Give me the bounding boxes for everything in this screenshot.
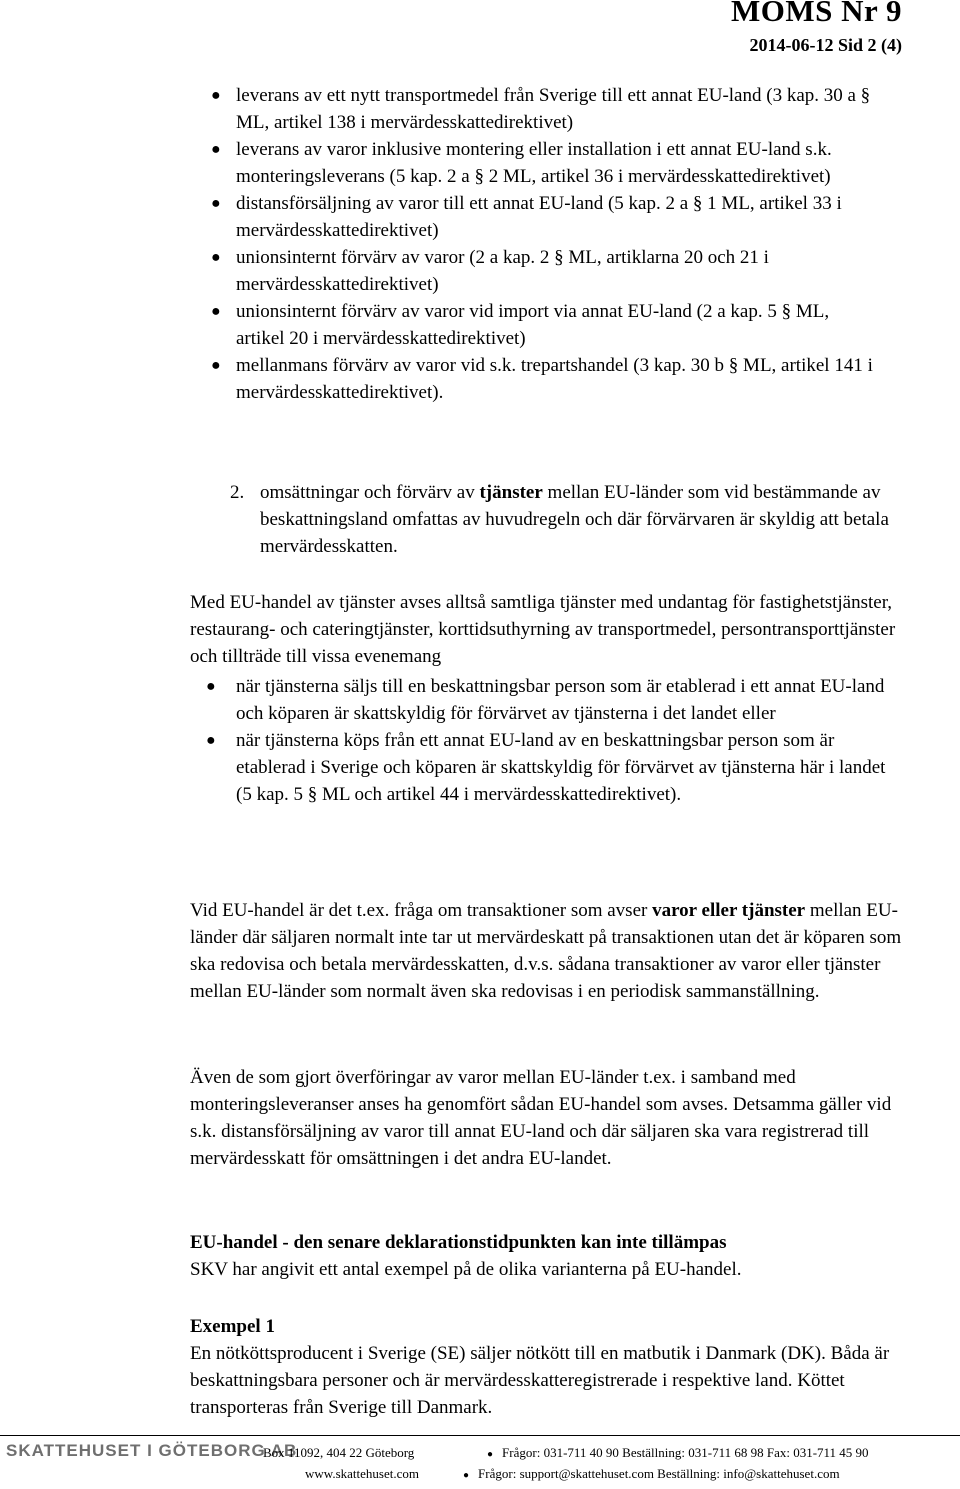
document-title: MOMS Nr 9 xyxy=(731,0,902,28)
bullet-icon: ● xyxy=(211,357,221,374)
list-item: ● unionsinternt förvärv av varor vid import via annat EU-land (2 a kap. 5 § ML, artikel 20 i mervärdesskattedirektivet) xyxy=(236,298,876,352)
list-item: ● leverans av varor inklusive montering eller installation i ett annat EU-land s.k. monteringsleverans (5 kap. 2 a § 2 ML, artikel 36 i mervärdesskattedirektivet) xyxy=(236,136,876,190)
item-number: 2. xyxy=(230,482,245,503)
bullet-icon: ● xyxy=(206,678,216,695)
list-item: ● mellanmans förvärv av varor vid s.k. trepartshandel (3 kap. 30 b § ML, artikel 141 i mervärdesskattedirektivet). xyxy=(236,352,876,406)
list-item: ● när tjänsterna köps från ett annat EU-land av en beskattningsbar person som är etablerad i Sverige och köparen är skattskyldig för förvärvet av tjänsterna här i landet (5 kap. 5 § ML och artikel 44 i mervärdesskattedirektivet). xyxy=(236,727,901,808)
bullet-icon: ● xyxy=(206,732,216,749)
example-1 xyxy=(190,1313,910,1421)
company-logo: SKATTEHUSET I GÖTEBORG AB xyxy=(6,1441,298,1460)
footer-address: Box 11092, 404 22 Göteborg xyxy=(263,1445,415,1460)
date-page-label: 2014-06-12 Sid 2 (4) xyxy=(749,35,902,55)
bullet-icon: ● xyxy=(487,1449,494,1460)
section-heading: EU-handel - den senare deklarationstidpunkten kan inte tillämpas xyxy=(190,1232,727,1253)
bullet-icon: ● xyxy=(463,1470,470,1481)
paragraph-eu-trade: Vid EU-handel är det t.ex. fråga om transaktioner som avser varor eller tjänster mellan EU-länder där säljaren normalt inte tar ut mervärdeskatt på transaktionen utan det är köparen som ska redovisa och betala mervärdesskatten, d.v.s. sådana transaktioner av varor eller tjänster mellan EU-länder som normalt även ska redovisas i en periodisk sammanställning. xyxy=(190,900,902,1002)
numbered-item-2 xyxy=(230,479,890,560)
example-text: En nötköttsproducent i Sverige (SE) säljer nötkött till en matbutik i Danmark (DK). Båda är beskattningsbara personer och är mervärdesskatteregistrerade i respektive land. Köttet transporteras från Sverige till Danmark. xyxy=(190,1343,890,1418)
bullet-list-services xyxy=(206,673,901,808)
bullet-icon: ● xyxy=(211,195,221,212)
list-item: ● leverans av ett nytt transportmedel från Sverige till ett annat EU-land (3 kap. 30 a § ML, artikel 138 i mervärdesskattedirektivet) xyxy=(236,82,876,136)
paragraph-services-definition: Med EU-handel av tjänster avses alltså samtliga tjänster med undantag för fastighetstjänster, restaurang- och cateringtjänster, korttidsuthyrning av transportmedel, persontransporttjänster och tillträde till vissa evenemang xyxy=(190,592,896,667)
example-heading: Exempel 1 xyxy=(190,1316,275,1337)
bullet-icon: ● xyxy=(211,303,221,320)
footer-divider xyxy=(0,1435,960,1436)
bullet-icon: ● xyxy=(211,249,221,266)
list-item: ● när tjänsterna säljs till en beskattningsbar person som är etablerad i ett annat EU-land och köparen är skattskyldig för förvärvet av tjänsterna i det landet eller xyxy=(236,673,901,727)
list-item: ● distansförsäljning av varor till ett annat EU-land (5 kap. 2 a § 1 ML, artikel 33 i mervärdesskattedirektivet) xyxy=(236,190,876,244)
footer-phone-row: ● Frågor: 031-711 40 90 Beställning: 031-711 68 98 Fax: 031-711 45 90 xyxy=(487,1445,869,1460)
bullet-icon: ● xyxy=(211,87,221,104)
bullet-list-goods xyxy=(211,82,876,406)
footer-website-link[interactable]: www.skattehuset.com xyxy=(305,1466,419,1481)
section-text: SKV har angivit ett antal exempel på de olika varianterna på EU-handel. xyxy=(190,1259,742,1280)
section-eu-handel xyxy=(190,1229,910,1283)
list-item: ● unionsinternt förvärv av varor (2 a kap. 2 § ML, artiklarna 20 och 21 i mervärdesskattedirektivet) xyxy=(236,244,876,298)
item-text: omsättningar och förvärv av tjänster mellan EU-länder som vid bestämmande av beskattningsland omfattas av huvudregeln och där förvärvaren är skyldig att betala mervärdesskatten. xyxy=(260,482,889,557)
footer-email-row: ● Frågor: support@skattehuset.com Beställning: info@skattehuset.com xyxy=(463,1466,840,1481)
paragraph-transfers: Även de som gjort överföringar av varor mellan EU-länder t.ex. i samband med monteringsleveranser anses ha genomfört sådan EU-handel som avses. Detsamma gäller vid s.k. distansförsäljning av varor till annat EU-land och där säljaren ska vara registrerad till mervärdesskatt för omsättningen i det andra EU-landet. xyxy=(190,1067,892,1169)
bullet-icon: ● xyxy=(211,141,221,158)
